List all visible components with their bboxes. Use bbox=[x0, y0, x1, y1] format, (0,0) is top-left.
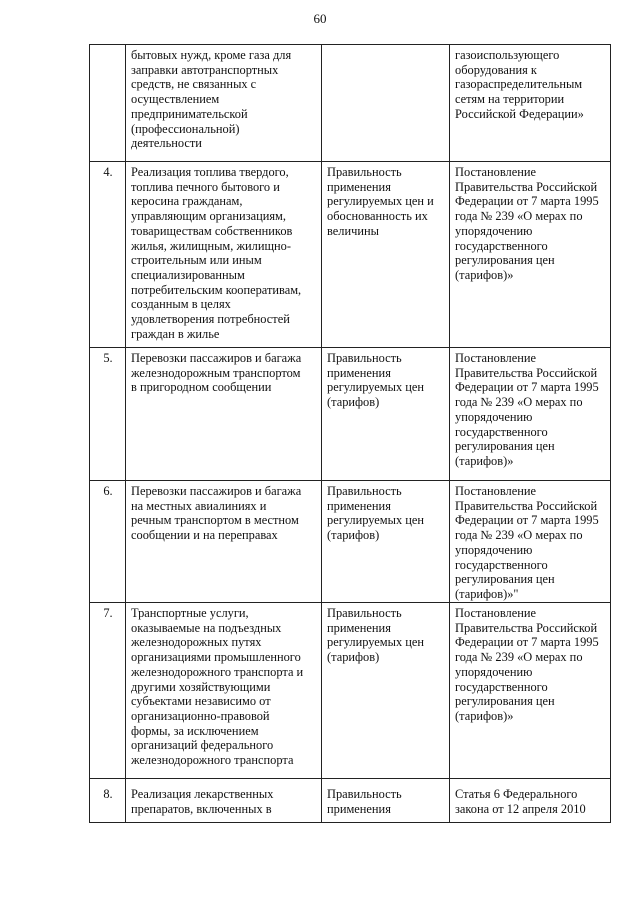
legal-basis-cell: Постановление Правительства Российской Федерации от 7 марта 1995 года № 239 «О мерах по упорядочению государственного регулирования цен (тарифов)» bbox=[450, 162, 611, 348]
activity-cell: Перевозки пассажиров и багажа железнодорожным транспортом в пригородном сообщении bbox=[126, 348, 322, 481]
table-row bbox=[90, 162, 611, 348]
row-number-cell: 4. bbox=[90, 162, 126, 348]
activity-cell: Реализация лекарственных препаратов, включенных в bbox=[126, 779, 322, 823]
control-subject-cell: Правильность применения bbox=[322, 779, 450, 823]
legal-basis-cell: Постановление Правительства Российской Федерации от 7 марта 1995 года № 239 «О мерах по упорядочению государственного регулирования цен (тарифов)» bbox=[450, 603, 611, 779]
page-number: 60 bbox=[313, 11, 327, 26]
legal-basis-cell: газоиспользующего оборудования к газораспределительным сетям на территории Российской Федерации» bbox=[450, 45, 611, 162]
legal-basis-cell: Статья 6 Федерального закона от 12 апреля 2010 bbox=[450, 779, 611, 823]
row-number-cell: 7. bbox=[90, 603, 126, 779]
activity-cell: бытовых нужд, кроме газа для заправки автотранспортных средств, не связанных с осуществлением предпринимательской (профессиональной) деятельности bbox=[126, 45, 322, 162]
table-row bbox=[90, 348, 611, 481]
table-row bbox=[90, 45, 611, 162]
control-subject-cell bbox=[322, 45, 450, 162]
activity-cell: Транспортные услуги, оказываемые на подъездных железнодорожных путях организациями промышленного железнодорожного транспорта и другими хозяйствующими субъектами независимо от организационно-правовой формы, за исключением организаций федерального железнодорожного транспорта bbox=[126, 603, 322, 779]
legal-basis-cell: Постановление Правительства Российской Федерации от 7 марта 1995 года № 239 «О мерах по упорядочению государственного регулирования цен (тарифов)» bbox=[450, 348, 611, 481]
table-row bbox=[90, 779, 611, 823]
row-number-cell: 8. bbox=[90, 779, 126, 823]
control-subject-cell: Правильность применения регулируемых цен (тарифов) bbox=[322, 348, 450, 481]
legal-basis-cell: Постановление Правительства Российской Федерации от 7 марта 1995 года № 239 «О мерах по упорядочению государственного регулирования цен (тарифов)»" bbox=[450, 481, 611, 603]
table-row bbox=[90, 481, 611, 603]
row-number-cell: 6. bbox=[90, 481, 126, 603]
control-subject-cell: Правильность применения регулируемых цен (тарифов) bbox=[322, 603, 450, 779]
control-subject-cell: Правильность применения регулируемых цен (тарифов) bbox=[322, 481, 450, 603]
control-subject-cell: Правильность применения регулируемых цен и обоснованность их величины bbox=[322, 162, 450, 348]
table-row bbox=[90, 603, 611, 779]
regulation-table bbox=[89, 44, 611, 823]
row-number-cell bbox=[90, 45, 126, 162]
activity-cell: Реализация топлива твердого, топлива печного бытового и керосина гражданам, управляющим организациям, товариществам собственников жилья, жилищным, жилищно- строительным или иным специализированным потребительским кооперативам, созданным в целях удовлетворения потребностей граждан в жилье bbox=[126, 162, 322, 348]
activity-cell: Перевозки пассажиров и багажа на местных авиалиниях и речным транспортом в местном сообщении и на переправах bbox=[126, 481, 322, 603]
row-number-cell: 5. bbox=[90, 348, 126, 481]
